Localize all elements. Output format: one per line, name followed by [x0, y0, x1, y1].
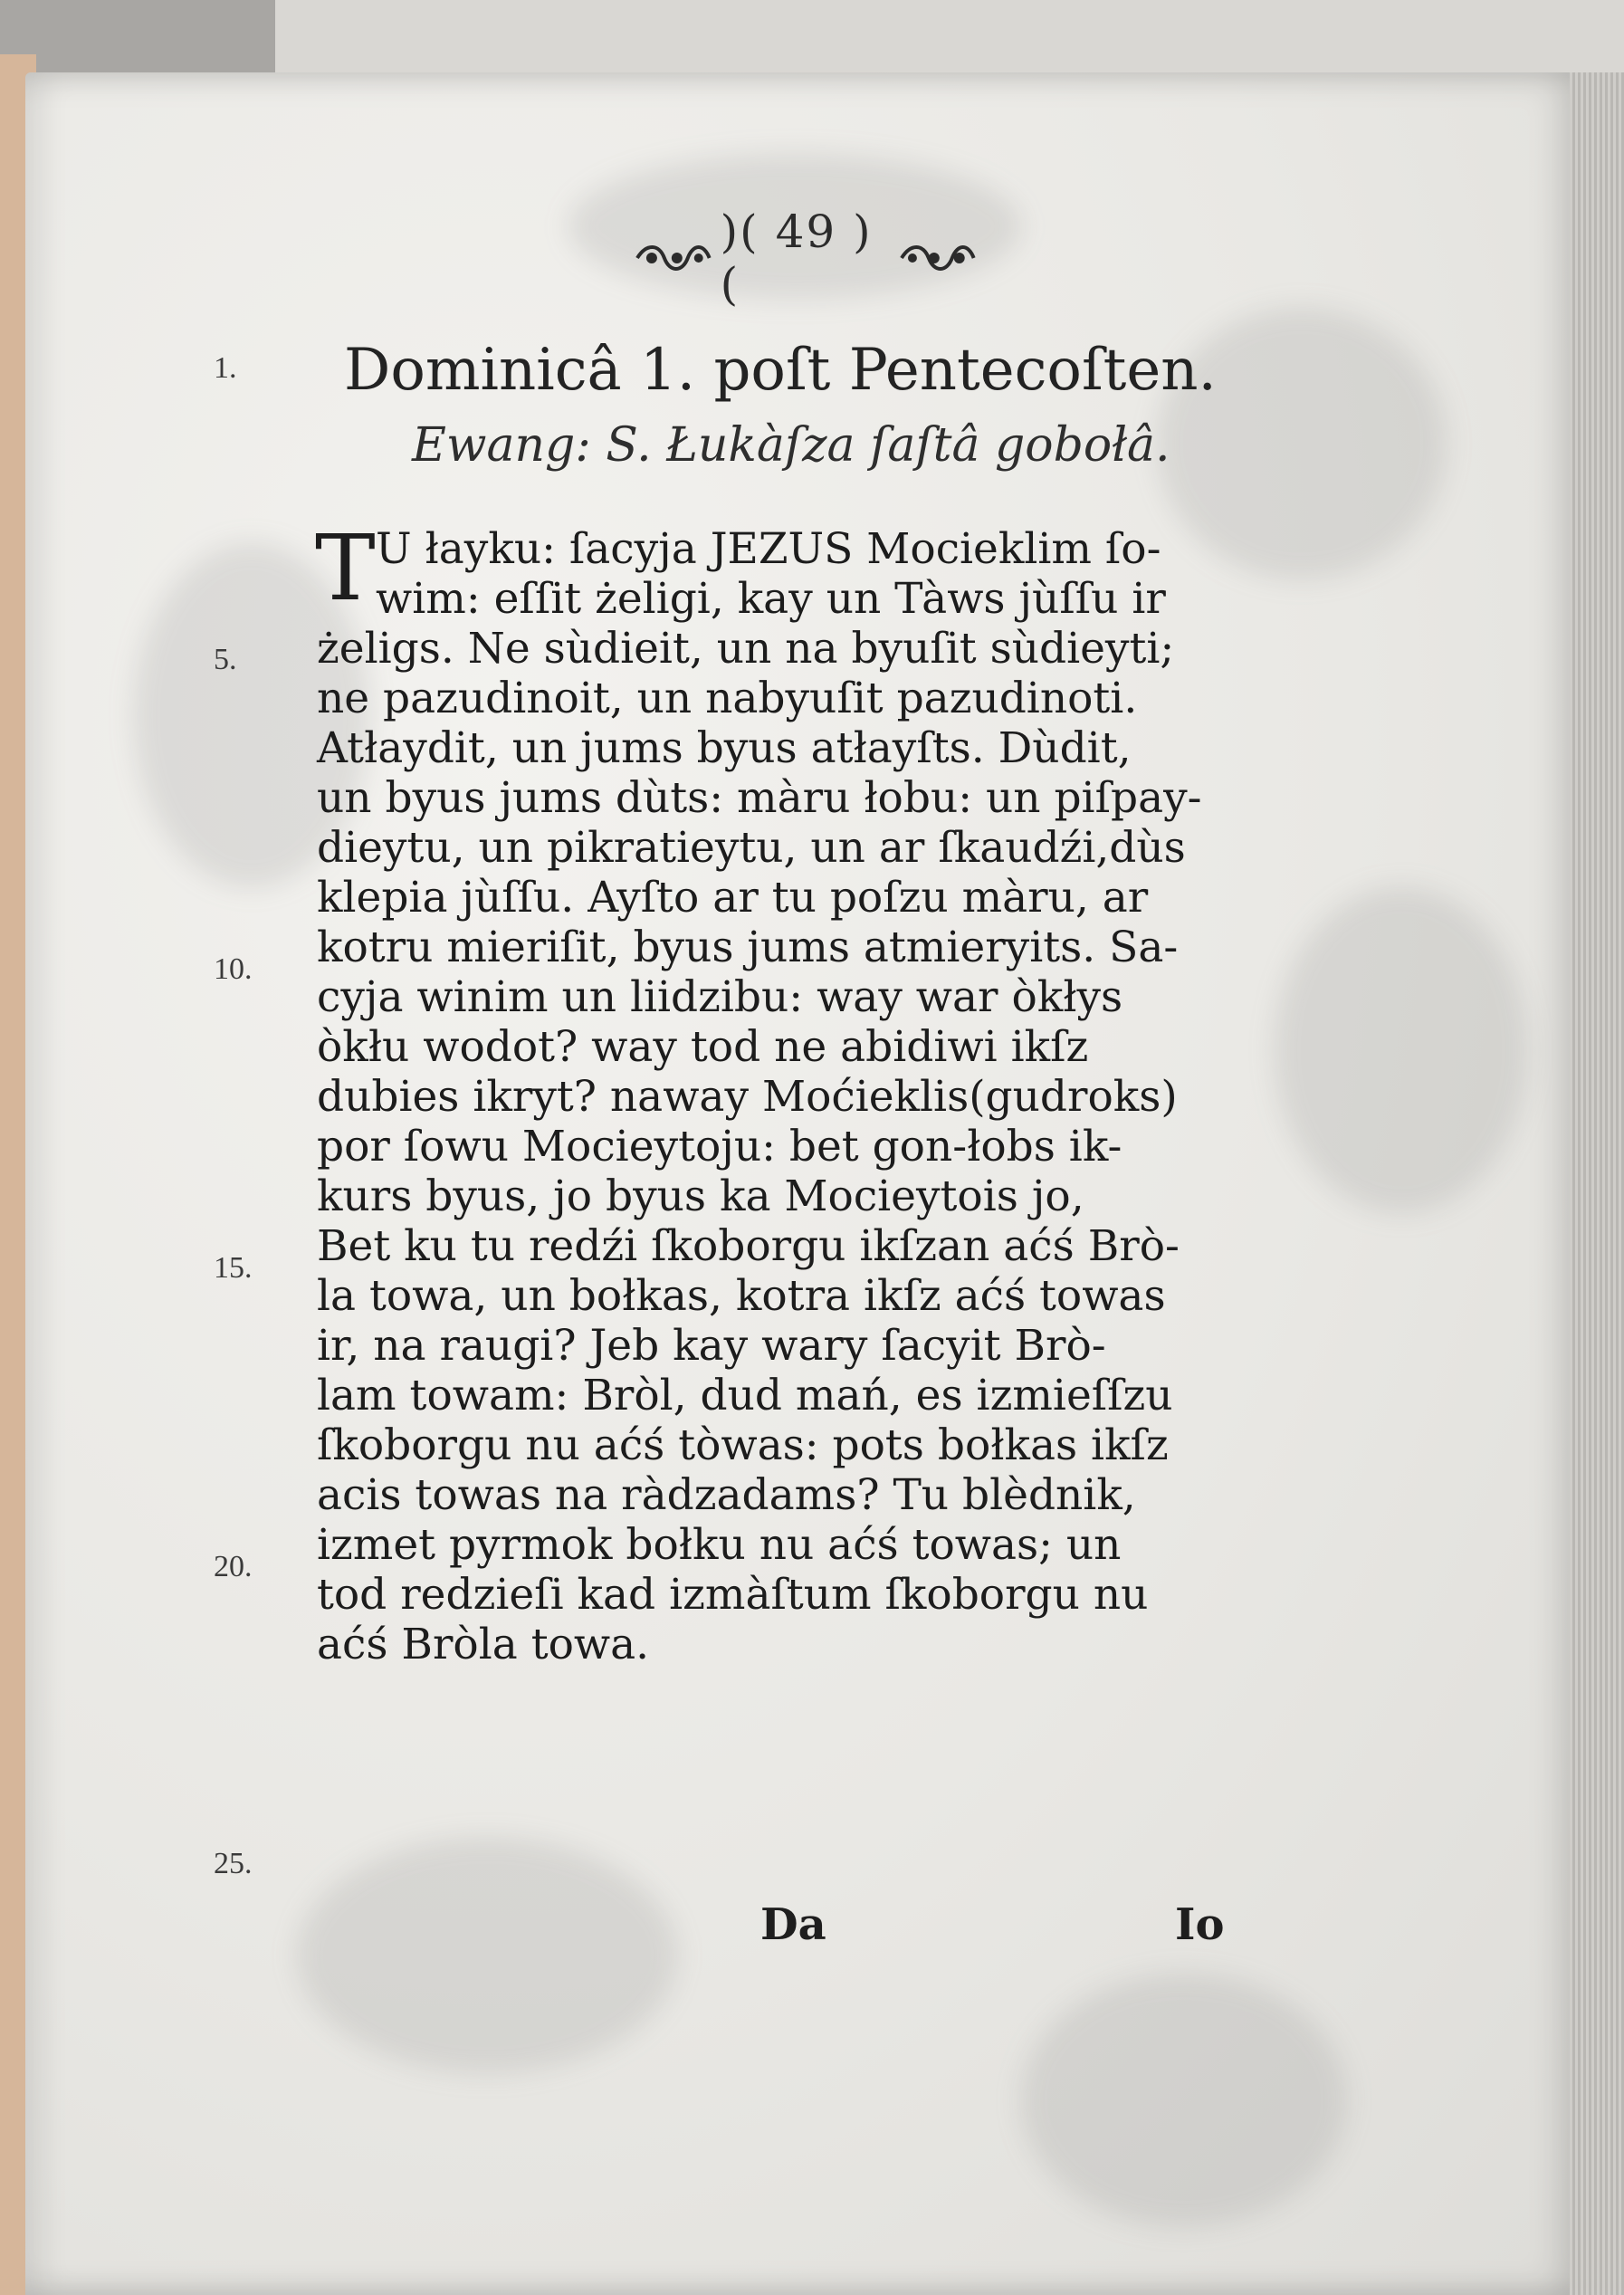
text-line: kotru mieriſit, byus jums atmieryits. Sa-: [317, 923, 1179, 972]
text-line: acis towas na ràdzadams? Tu blèdnik,: [317, 1470, 1136, 1520]
drop-cap: T: [315, 515, 376, 621]
text-line: aćś Bròla towa.: [317, 1620, 650, 1669]
text-line: żeligs. Ne sùdieit, un na byuſit sùdieyti;: [317, 624, 1175, 674]
text-line: wim: eſſit żeligi, kay un Tàws jùſſu ir: [376, 574, 1166, 624]
line-number: 10.: [214, 952, 253, 986]
catchword-right: Io: [1175, 1899, 1225, 1950]
line-number: 25.: [214, 1847, 253, 1880]
text-line: ir, na raugi? Jeb kay wary ſacyit Brò-: [317, 1321, 1106, 1371]
foxing-stain: [1275, 887, 1528, 1213]
text-line: lam towam: Bròl, dud mań, es izmieſſzu: [317, 1371, 1173, 1420]
foxing-stain: [1021, 1974, 1347, 2227]
text-line: Atłaydit, un jums byus atłayſts. Dùdit,: [317, 723, 1132, 773]
text-line: Bet ku tu redźi ſkoborgu ikſzan aćś Brò-: [317, 1221, 1180, 1271]
text-line: dubies ikryt? naway Moćieklis(gudroks): [317, 1072, 1178, 1122]
ornament-left-icon: [634, 238, 713, 278]
chapter-subtitle: Ewang: S. Łukàſza ſaſtâ gobołâ.: [412, 418, 1170, 473]
line-number: 5.: [214, 643, 237, 676]
text-line: kurs byus, jo byus ka Mocieytois jo,: [317, 1171, 1084, 1221]
text-line: tod redzieſi kad izmàſtum ſkoborgu nu: [317, 1570, 1149, 1620]
text-line: klepia jùſſu. Ayſto ar tu poſzu màru, ar: [317, 873, 1149, 923]
line-number: 1.: [214, 351, 237, 385]
line-number: 15.: [214, 1251, 253, 1285]
text-line: dieytu, un pikratieytu, un ar ſkaudźi,dùs: [317, 823, 1186, 873]
page-stack-edge: [1570, 72, 1624, 2295]
line-number: 20.: [214, 1550, 253, 1583]
running-head: [634, 206, 978, 311]
text-line: cyja winim un liidzibu: way war òkłys: [317, 972, 1123, 1022]
text-line: ne pazudinoit, un nabyuſit pazudinoti.: [317, 674, 1138, 723]
text-line: U łayku: ſacyja JEZUS Mocieklim ſo-: [376, 524, 1161, 574]
scan-background-top-right: [275, 0, 1624, 72]
text-line: por ſowu Mocieytoju: bet gon-łobs ik-: [317, 1122, 1122, 1171]
text-line: òkłu wodot? way tod ne abidiwi ikſz: [317, 1022, 1089, 1072]
chapter-title: Dominicâ 1. poſt Pentecoſten.: [344, 337, 1217, 404]
text-line: un byus jums dùts: màru łobu: un piſpay-: [317, 773, 1202, 823]
catchword-left: Da: [760, 1899, 826, 1950]
text-line: izmet pyrmok bołku nu aćś towas; un: [317, 1520, 1122, 1570]
page-number: )( 49 )(: [720, 206, 873, 311]
ornament-right-icon: [898, 238, 978, 278]
text-line: la towa, un bołkas, kotra ikſz aćś towas: [317, 1271, 1166, 1321]
foxing-stain: [297, 1838, 677, 2073]
text-line: ſkoborgu nu aćś tòwas: pots bołkas ikſz: [317, 1420, 1169, 1470]
